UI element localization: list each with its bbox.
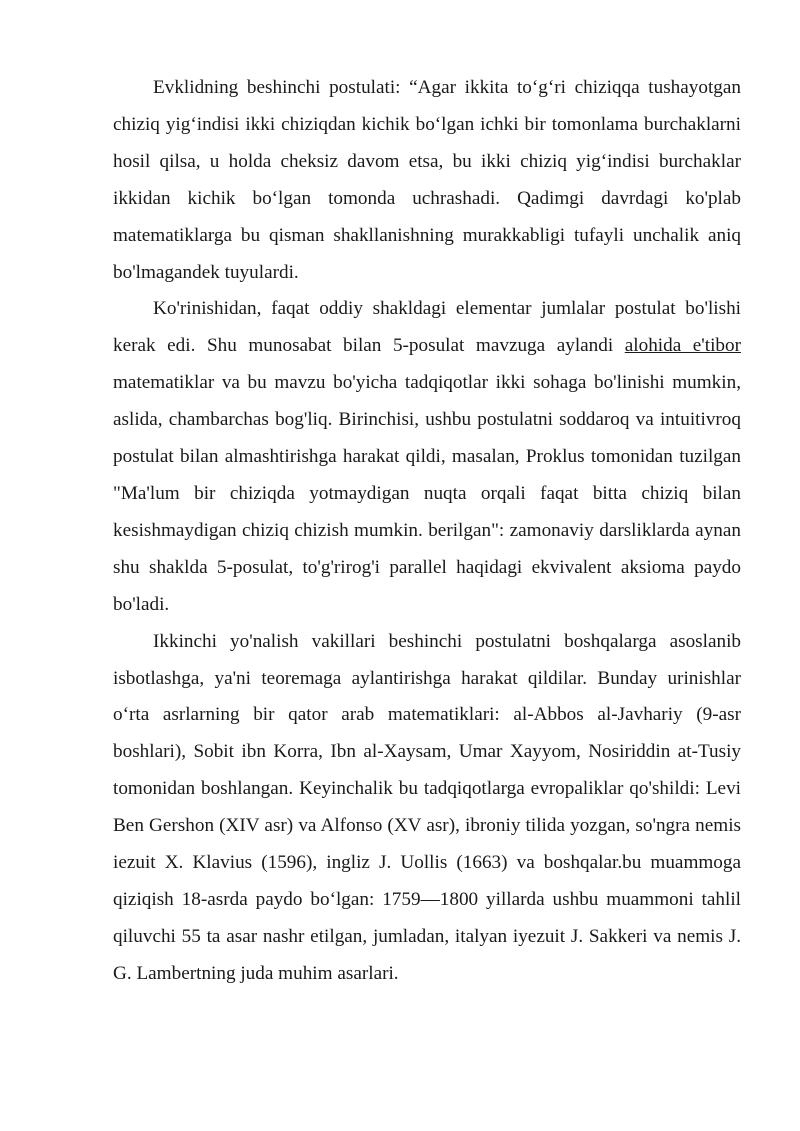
paragraph-proof-attempts [113,624,741,993]
paragraph-text-after-link: matematiklar va bu mavzu bo'yicha tadqiqotlar ikki sohaga bo'linishi mumkin, aslida, chambarchas bog'liq. Birinchisi, ushbu postulatni soddaroq va intuitivroq postulat bilan almashtirishga harakat qildi, masalan, Proklus tomonidan tuzilgan "Ma'lum bir chiziqda yotmaydigan nuqta orqali faqat bitta chiziq bilan kesishmaydigan chiziq chizish mumkin. berilgan": zamonaviy darsliklarda aynan shu shaklda 5-posulat, to'g'rirog'i parallel haqidagi ekvivalent aksioma paydo bo'ladi. [113,372,741,615]
paragraph-postulate-simplification [113,291,741,623]
paragraph-text-before-link: Ko'rinishidan, faqat oddiy shakldagi elementar jumlalar postulat bo'lishi kerak edi. Shu munosabat bilan 5-posulat mavzuga aylandi [113,298,741,357]
paragraph-euclid-fifth-postulate [113,70,741,291]
alohida-etibor-link[interactable]: alohida e'tibor [624,335,741,357]
paragraph-text: Evklidning beshinchi postulati: “Agar ikkita to‘g‘ri chiziqqa tushayotgan chiziq yig‘indisi ikki chiziqdan kichik bo‘lgan ichki bir tomonlama burchaklarni hosil qilsa, u holda cheksiz davom etsa, bu ikki chiziq yig‘indisi burchaklar ikkidan kichik bo‘lgan tomonda uchrashadi. Qadimgi davrdagi ko'plab matematiklarga bu qisman shakllanishning murakkabligi tufayli unchalik aniq bo'lmagandek tuyulardi. [113,77,741,283]
document-page [113,70,741,993]
paragraph-text: Ikkinchi yo'nalish vakillari beshinchi postulatni boshqalarga asoslanib isbotlashga, ya'ni teoremaga aylantirishga harakat qildilar. Bunday urinishlar o‘rta asrlarning bir qator arab matematiklari: al-Abbos al-Javhariy (9-asr boshlari), Sobit ibn Korra, Ibn al-Xaysam, Umar Xayyom, Nosiriddin at-Tusiy tomonidan boshlangan. Keyinchalik bu tadqiqotlarga evropaliklar qo'shildi: Levi Ben Gershon (XIV asr) va Alfonso (XV asr), ibroniy tilida yozgan, so'ngra nemis iezuit X. Klavius (1596), ingliz J. Uollis (1663) va boshqalar.bu muammoga qiziqish 18-asrda paydo bo‘lgan: 1759—1800 yillarda ushbu muammoni tahlil qiluvchi 55 ta asar nashr etilgan, jumladan, italyan iyezuit J. Sakkeri va nemis J. G. Lambertning juda muhim asarlari. [113,630,741,984]
